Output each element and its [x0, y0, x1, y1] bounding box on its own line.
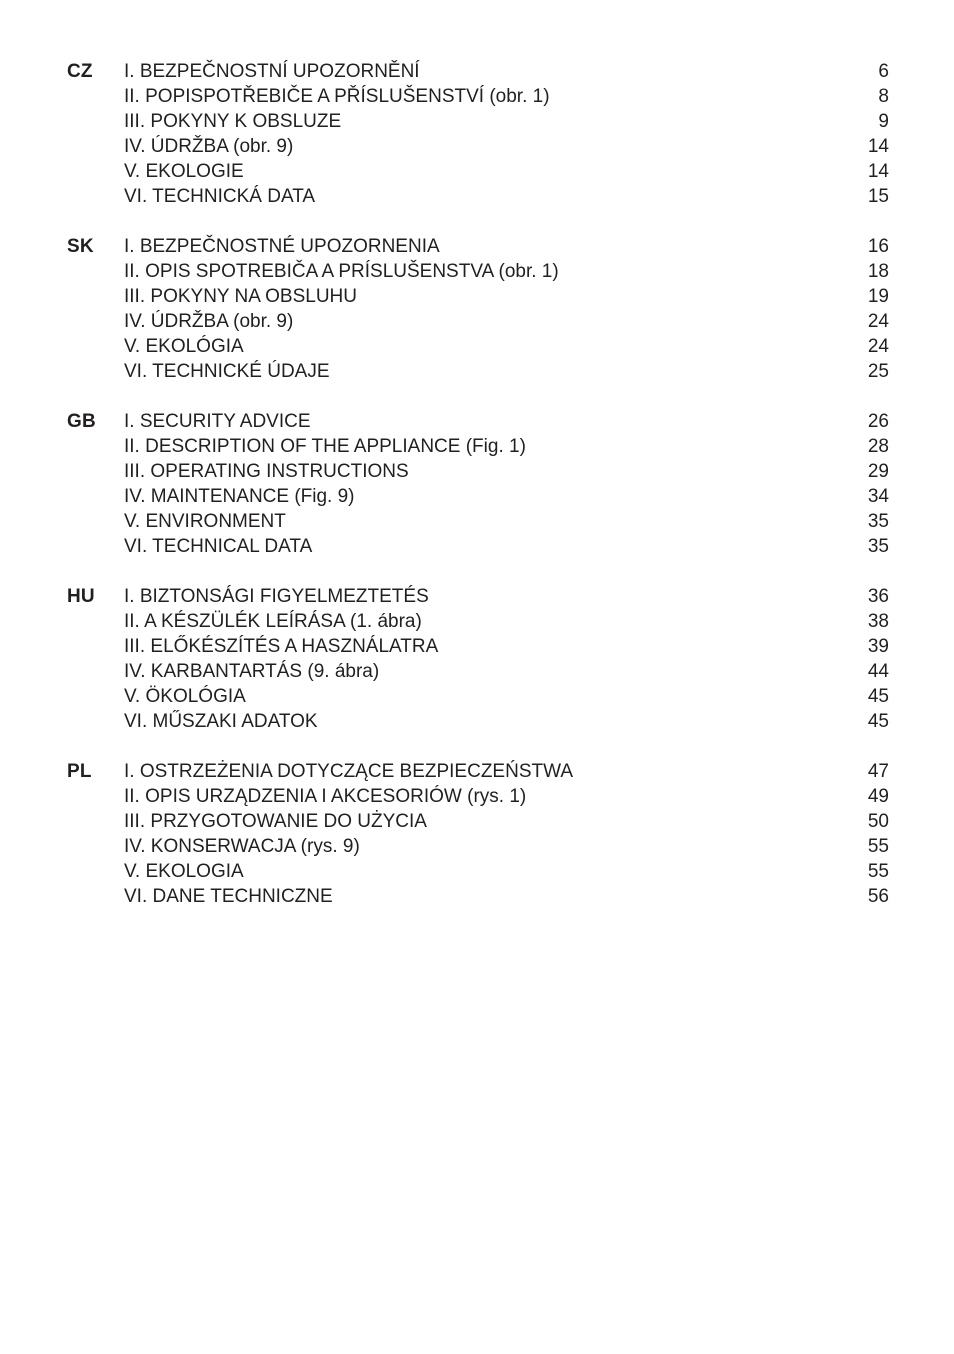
- toc-entry-title: VI. DANE TECHNICZNE: [124, 886, 333, 907]
- toc-entry-page: 18: [867, 261, 889, 282]
- toc-entry-title: VI. MŰSZAKI ADATOK: [124, 711, 318, 732]
- toc-entry[interactable]: [0, 834, 954, 859]
- toc-entry[interactable]: [0, 709, 954, 734]
- toc-entry-page: 16: [867, 236, 889, 257]
- toc-entry-title: V. EKOLÓGIA: [124, 336, 244, 357]
- toc-entry-page: 6: [878, 61, 889, 82]
- toc-entry-page: 44: [867, 661, 889, 682]
- toc-entry-page: 45: [867, 711, 889, 732]
- toc-entry-title: III. OPERATING INSTRUCTIONS: [124, 461, 409, 482]
- toc-entry-title: IV. MAINTENANCE (Fig. 9): [124, 486, 355, 507]
- toc-entry-title: V. EKOLOGIE: [124, 161, 244, 182]
- toc-entry[interactable]: [0, 109, 954, 134]
- toc-entry-page: 14: [867, 136, 889, 157]
- toc-entry-page: 35: [867, 536, 889, 557]
- toc-entry-title: IV. ÚDRŽBA (obr. 9): [124, 136, 294, 157]
- toc-entry-title: II. DESCRIPTION OF THE APPLIANCE (Fig. 1): [124, 436, 526, 457]
- toc-entry-title: VI. TECHNICAL DATA: [124, 536, 313, 557]
- toc-entry-title: VI. TECHNICKÁ DATA: [124, 186, 316, 207]
- toc-entry-title: V. ÖKOLÓGIA: [124, 686, 246, 707]
- toc-entry-title: II. OPIS URZĄDZENIA I AKCESORIÓW (rys. 1): [124, 786, 527, 807]
- language-code: GB: [67, 411, 96, 432]
- toc-entry-title: IV. ÚDRŽBA (obr. 9): [124, 311, 294, 332]
- toc-entry[interactable]: [0, 484, 954, 509]
- toc-entry-title: II. OPIS SPOTREBIČA A PRÍSLUŠENSTVA (obr. 1): [124, 261, 559, 282]
- toc-entry-page: 8: [878, 86, 889, 107]
- toc-entry[interactable]: [0, 409, 954, 434]
- toc-section-cz: [0, 59, 954, 209]
- toc-entry[interactable]: [0, 509, 954, 534]
- toc-entry-page: 14: [867, 161, 889, 182]
- toc-entry-page: 45: [867, 686, 889, 707]
- toc-entry-page: 24: [867, 311, 889, 332]
- toc-entry-title: III. PRZYGOTOWANIE DO UŻYCIA: [124, 811, 427, 832]
- toc-entry-title: II. A KÉSZÜLÉK LEÍRÁSA (1. ábra): [124, 611, 422, 632]
- toc-entry[interactable]: [0, 684, 954, 709]
- toc-entry-page: 47: [867, 761, 889, 782]
- toc-entry-title: VI. TECHNICKÉ ÚDAJE: [124, 361, 330, 382]
- toc-entry-page: 9: [878, 111, 889, 132]
- toc-entry[interactable]: [0, 459, 954, 484]
- toc-entry[interactable]: [0, 134, 954, 159]
- toc-entry-title: I. BIZTONSÁGI FIGYELMEZTETÉS: [124, 586, 429, 607]
- toc-entry[interactable]: [0, 784, 954, 809]
- language-code: PL: [67, 761, 92, 782]
- toc-entry-page: 35: [867, 511, 889, 532]
- toc-entry[interactable]: [0, 759, 954, 784]
- toc-entry-page: 25: [867, 361, 889, 382]
- toc-entry-title: II. POPISPOTŘEBIČE A PŘÍSLUŠENSTVÍ (obr. 1): [124, 86, 550, 107]
- toc-entry[interactable]: [0, 334, 954, 359]
- language-code: HU: [67, 586, 95, 607]
- toc-entry-page: 29: [867, 461, 889, 482]
- toc-entry-page: 24: [867, 336, 889, 357]
- toc-entry[interactable]: [0, 59, 954, 84]
- toc-entry[interactable]: [0, 634, 954, 659]
- toc-entry-title: I. BEZPEČNOSTNÍ UPOZORNĚNÍ: [124, 61, 420, 82]
- toc-entry[interactable]: [0, 584, 954, 609]
- toc-entry[interactable]: [0, 159, 954, 184]
- toc-entry-page: 56: [867, 886, 889, 907]
- toc-entry-title: V. ENVIRONMENT: [124, 511, 286, 532]
- toc-entry-page: 15: [867, 186, 889, 207]
- toc-section-gb: [0, 409, 954, 559]
- toc-entry[interactable]: [0, 659, 954, 684]
- toc-entry-page: 36: [867, 586, 889, 607]
- table-of-contents: [0, 59, 954, 934]
- toc-entry-title: IV. KARBANTARTÁS (9. ábra): [124, 661, 380, 682]
- toc-entry-title: III. POKYNY NA OBSLUHU: [124, 286, 358, 307]
- toc-entry-page: 19: [867, 286, 889, 307]
- toc-entry-page: 26: [867, 411, 889, 432]
- toc-entry-page: 38: [867, 611, 889, 632]
- toc-entry-title: I. BEZPEČNOSTNÉ UPOZORNENIA: [124, 236, 440, 257]
- toc-entry-title: IV. KONSERWACJA (rys. 9): [124, 836, 360, 857]
- toc-entry-title: I. SECURITY ADVICE: [124, 411, 311, 432]
- toc-entry[interactable]: [0, 859, 954, 884]
- toc-entry[interactable]: [0, 84, 954, 109]
- toc-entry[interactable]: [0, 359, 954, 384]
- toc-entry-title: III. ELŐKÉSZÍTÉS A HASZNÁLATRA: [124, 636, 439, 657]
- toc-entry[interactable]: [0, 434, 954, 459]
- toc-section-sk: [0, 234, 954, 384]
- toc-entry-page: 55: [867, 836, 889, 857]
- toc-entry[interactable]: [0, 609, 954, 634]
- toc-entry-page: 55: [867, 861, 889, 882]
- language-code: CZ: [67, 61, 93, 82]
- toc-section-pl: [0, 759, 954, 909]
- toc-entry-page: 34: [867, 486, 889, 507]
- toc-entry[interactable]: [0, 884, 954, 909]
- toc-entry-page: 28: [867, 436, 889, 457]
- toc-entry-page: 39: [867, 636, 889, 657]
- toc-entry[interactable]: [0, 259, 954, 284]
- toc-entry[interactable]: [0, 234, 954, 259]
- toc-entry-page: 49: [867, 786, 889, 807]
- toc-entry[interactable]: [0, 184, 954, 209]
- toc-entry-title: III. POKYNY K OBSLUZE: [124, 111, 342, 132]
- toc-section-hu: [0, 584, 954, 734]
- toc-entry-title: V. EKOLOGIA: [124, 861, 244, 882]
- toc-entry-title: I. OSTRZEŻENIA DOTYCZĄCE BEZPIECZEŃSTWA: [124, 761, 574, 782]
- toc-entry[interactable]: [0, 309, 954, 334]
- toc-entry[interactable]: [0, 284, 954, 309]
- toc-entry[interactable]: [0, 809, 954, 834]
- toc-entry[interactable]: [0, 534, 954, 559]
- language-code: SK: [67, 236, 94, 257]
- toc-entry-page: 50: [867, 811, 889, 832]
